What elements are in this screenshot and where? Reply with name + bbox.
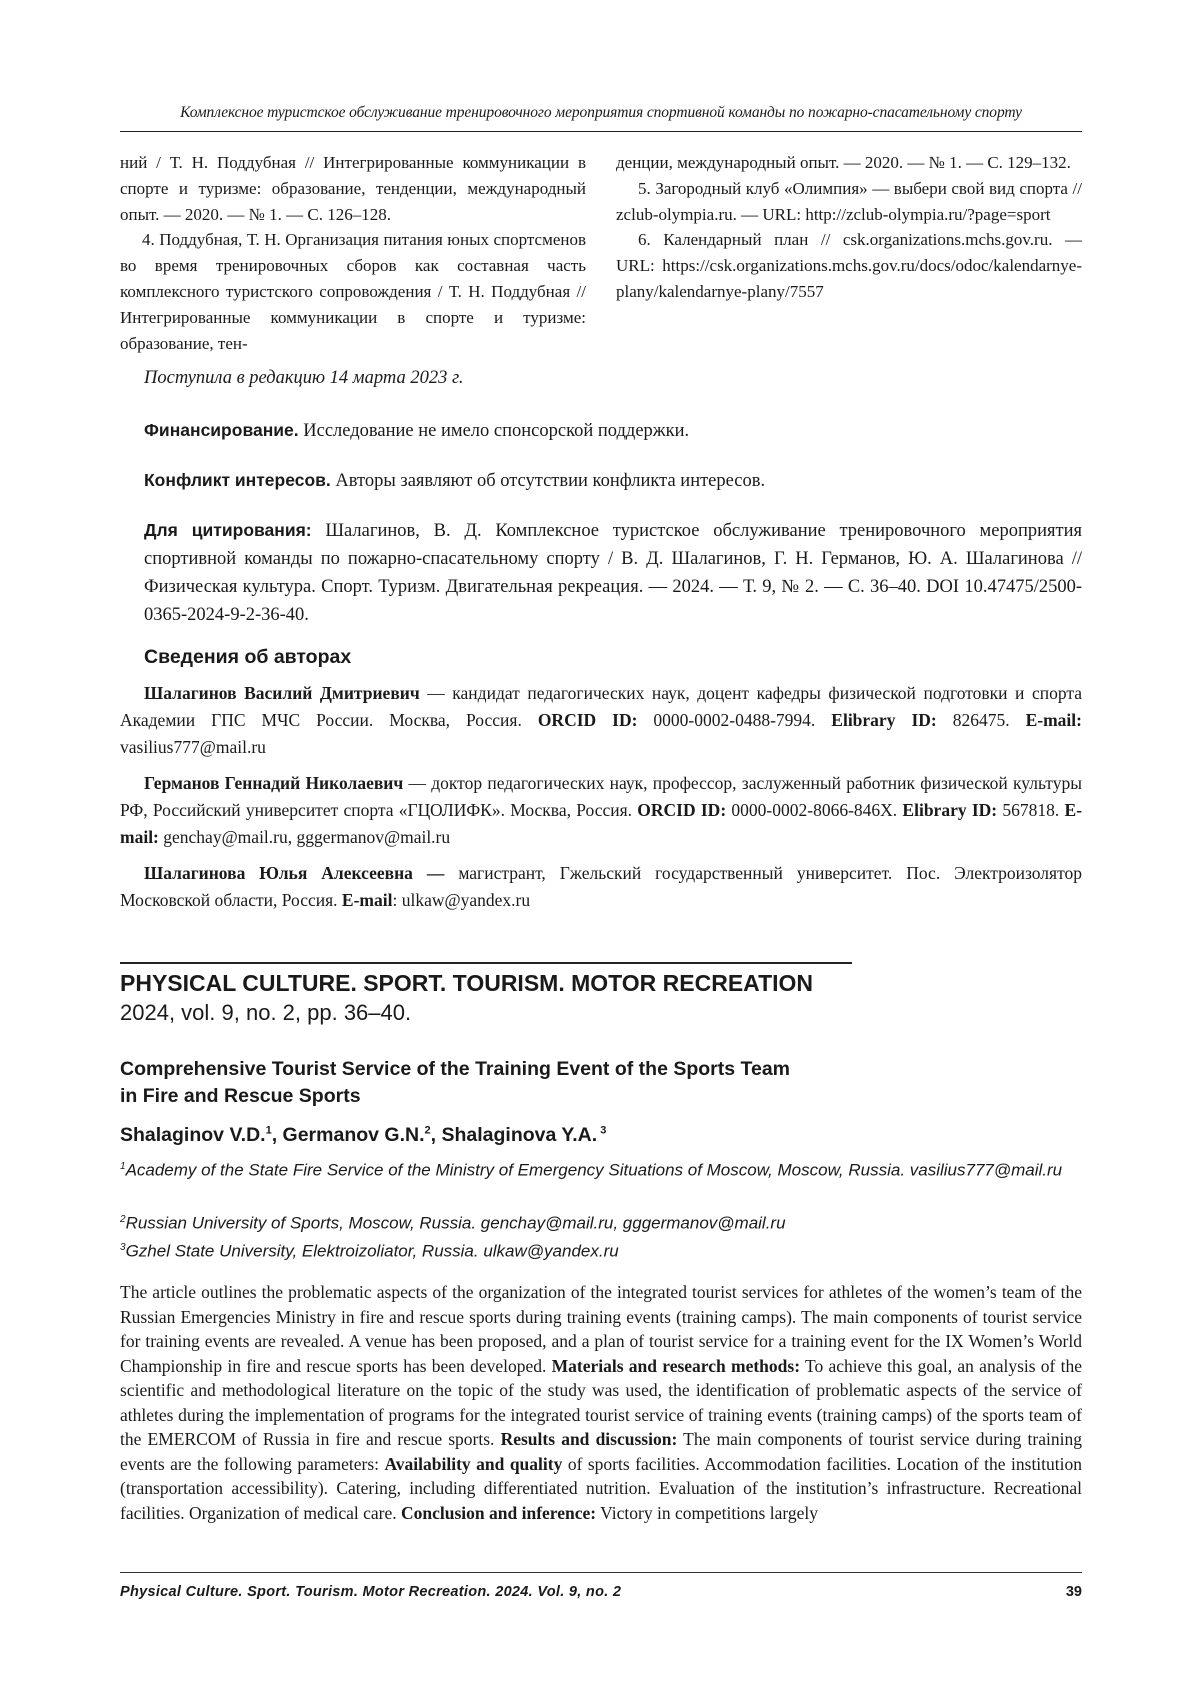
author-name: Германов Геннадий Николаевич [144, 773, 404, 793]
footer-rule [120, 1572, 1082, 1573]
affiliation-text: Academy of the State Fire Service of the Ministry of Emergency Situations of Moscow, Moscow, Russia. vasilius777@mail.ru [125, 1160, 1063, 1180]
abstract-text: To achieve this goal, an analysis of the scientific and methodological literature on the topic of the study was used, the identification of problematic aspects of the service of athletes during the implementation of programs for the integrated tourist service of training events (training camps) of the sports team of the EMERCOM of Russia in fire and rescue sports. [120, 1355, 1083, 1449]
affiliation [120, 1154, 1082, 1184]
abstract-text: The main components of tourist service during training events are the following parameters: [120, 1429, 1082, 1474]
footer-journal-title: Physical Culture. Sport. Tourism. Motor Recreation. 2024. Vol. 9, no. 2 [120, 1584, 622, 1600]
author-info [120, 860, 1082, 914]
author-name: Шалагинов Василий Дмитриевич [144, 683, 420, 703]
affiliation-text: Gzhel State University, Elektroizoliator, Russia. ulkaw@yandex.ru [125, 1241, 619, 1261]
author-description: — кандидат педагогических наук, доцент кафедры физической подготовки и спорта Академии ГПС МЧС России. Москва, Россия. [120, 683, 1082, 731]
funding-text: Исследование не имело спонсорской поддержки. [298, 421, 690, 441]
journal-title-en: PHYSICAL CULTURE. SPORT. TOURISM. MOTOR RECREATION [120, 970, 814, 996]
author-en-name: , Germanov G.N. [271, 1124, 425, 1146]
article-title-line: Comprehensive Tourist Service of the Training Event of the Sports Team [120, 1058, 790, 1080]
author-en-sup: 1 [265, 1124, 272, 1137]
issue-info-en: 2024, vol. 9, no. 2, pp. 36–40. [120, 1000, 412, 1025]
affiliation [120, 1235, 1082, 1265]
english-section-rule [120, 962, 852, 964]
conflict-text: Авторы заявляют об отсутствии конфликта интересов. [330, 471, 766, 491]
reference-continuation: ний / Т. Н. Поддубная // Интегрированные коммуникации в спорте и туризме: образование, тенденции, международный опыт. — 2020. — № 1. — С. 126–128. [120, 153, 586, 224]
orcid-value: 0000-0002-0488-7994. [637, 710, 832, 731]
elibrary-value: 826475. [936, 710, 1026, 731]
references-section [120, 150, 1082, 356]
affiliation-sup: 3 [120, 1242, 126, 1253]
email-label: E-mail: [120, 800, 1083, 848]
citation-statement [144, 516, 1082, 629]
affiliation-text: Russian University of Sports, Moscow, Russia. genchay@mail.ru, gggermanov@mail.ru [125, 1213, 786, 1233]
abstract-text: The article outlines the problematic aspects of the organization of the integrated tourist services for athletes of the women’s team of the Russian Emergencies Ministry in fire and rescue sports during training events (training camps). The main components of tourist service for training events are revealed. A venue has been proposed, and a plan of tourist service for a training event for the IX Women’s World Championship in fire and rescue sports has been developed. [120, 1282, 1082, 1376]
abstract-heading: Results and discussion: [500, 1429, 678, 1449]
author-description: — доктор педагогических наук, профессор, заслуженный работник физической культуры РФ, Российский университет спорта «ГЦОЛИФК». Москва, Россия. [120, 773, 1082, 821]
author-en-sup: 2 [424, 1124, 431, 1137]
funding-label: Финансирование. [144, 420, 299, 440]
email-value: vasilius777@mail.ru [120, 737, 266, 758]
author-info [120, 770, 1082, 852]
elibrary-label: Elibrary ID: [831, 710, 937, 731]
email-label: E-mail: [1025, 710, 1082, 731]
author-en-name: Shalaginov V.D. [120, 1124, 266, 1146]
abstract-heading: Materials and research methods: [551, 1355, 801, 1376]
reference-5: 5. Загородный клуб «Олимпия» — выбери свой вид спорта // zclub-olympia.ru. — URL: http://zclub-olympia.ru/?page=sport [616, 178, 1082, 224]
author-en-name: , Shalaginova Y.A. [430, 1124, 598, 1146]
conflict-label: Конфликт интересов. [144, 470, 331, 490]
journal-page [120, 0, 1082, 1697]
received-date: Поступила в редакцию 14 марта 2023 г. [144, 368, 464, 388]
email-value: genchay@mail.ru, gggermanov@mail.ru [158, 827, 451, 848]
authors-heading: Сведения об авторах [144, 646, 352, 668]
author-dash: — [412, 863, 445, 883]
funding-statement [144, 416, 1082, 445]
orcid-label: ORCID ID: [637, 800, 727, 821]
reference-6: 6. Календарный план // csk.organizations.mchs.gov.ru. — URL: https://csk.organizations.mchs.gov.ru/docs/odoc/kalendarnye-plany/kalendarnye-plany/7557 [616, 230, 1082, 301]
article-title-en [120, 1056, 920, 1110]
article-title-line: in Fire and Rescue Sports [120, 1085, 361, 1107]
running-header: Комплексное туристское обслуживание тренировочного мероприятия спортивной команды по пожарно-спасательному спорту [180, 104, 1022, 121]
abstract-heading: Availability and quality [384, 1453, 563, 1474]
elibrary-label: Elibrary ID: [902, 800, 998, 821]
header-rule [120, 131, 1082, 132]
email-label: E-mail [341, 890, 393, 911]
abstract-text: Victory in competitions largely [596, 1502, 819, 1523]
abstract-text: of sports facilities. Accommodation facilities. Location of the institution (transportation accessibility). Catering, including differentiated nutrition. Evaluation of the institution’s infrastructure. Recreational facilities. Organization of medical care. [120, 1453, 1083, 1523]
author-en-sup: 3 [597, 1124, 607, 1137]
citation-text: Шалагинов, В. Д. Комплексное туристское обслуживание тренировочного мероприятия спортивной команды по пожарно-спасательному спорту / В. Д. Шалагинов, Г. Н. Германов, Ю. А. Шалагинова // Физическая культура. Спорт. Туризм. Двигательная рекреация. — 2024. — Т. 9, № 2. — С. 36–40. DOI 10.47475/2500-0365-2024-9-2-36-40. [144, 521, 1082, 625]
abstract-heading: Conclusion and inference: [401, 1502, 597, 1523]
reference-4: 4. Поддубная, Т. Н. Организация питания юных спортсменов во время тренировочных сборов как составная часть комплексного туристского сопровождения / Т. Н. Поддубная // Интегрированные коммуникации в спорте и туризме: образование, тен- [120, 230, 586, 353]
orcid-value: 0000-0002-8066-846X. [726, 800, 903, 821]
elibrary-value: 567818. [997, 800, 1065, 821]
conflict-statement [144, 466, 1082, 495]
abstract-en [120, 1280, 1082, 1525]
authors-en [120, 1124, 606, 1147]
orcid-label: ORCID ID: [537, 710, 638, 731]
author-name: Шалагинова Юлья Алексеевна [144, 863, 413, 883]
affiliation-sup: 1 [120, 1161, 126, 1172]
references-left-column [120, 150, 586, 356]
citation-label: Для цитирования: [144, 520, 312, 540]
author-info [120, 680, 1082, 762]
email-value: : ulkaw@yandex.ru [392, 890, 531, 911]
author-description: магистрант, Гжельский государственный университет. Пос. Электроизолятор Московской области, Россия. [120, 863, 1082, 911]
affiliation-sup: 2 [120, 1214, 126, 1225]
page-number: 39 [1065, 1584, 1082, 1600]
references-right-column [616, 150, 1082, 356]
affiliation [120, 1207, 1082, 1237]
reference-continuation: денции, международный опыт. — 2020. — № 1. — С. 129–132. [616, 153, 1071, 172]
